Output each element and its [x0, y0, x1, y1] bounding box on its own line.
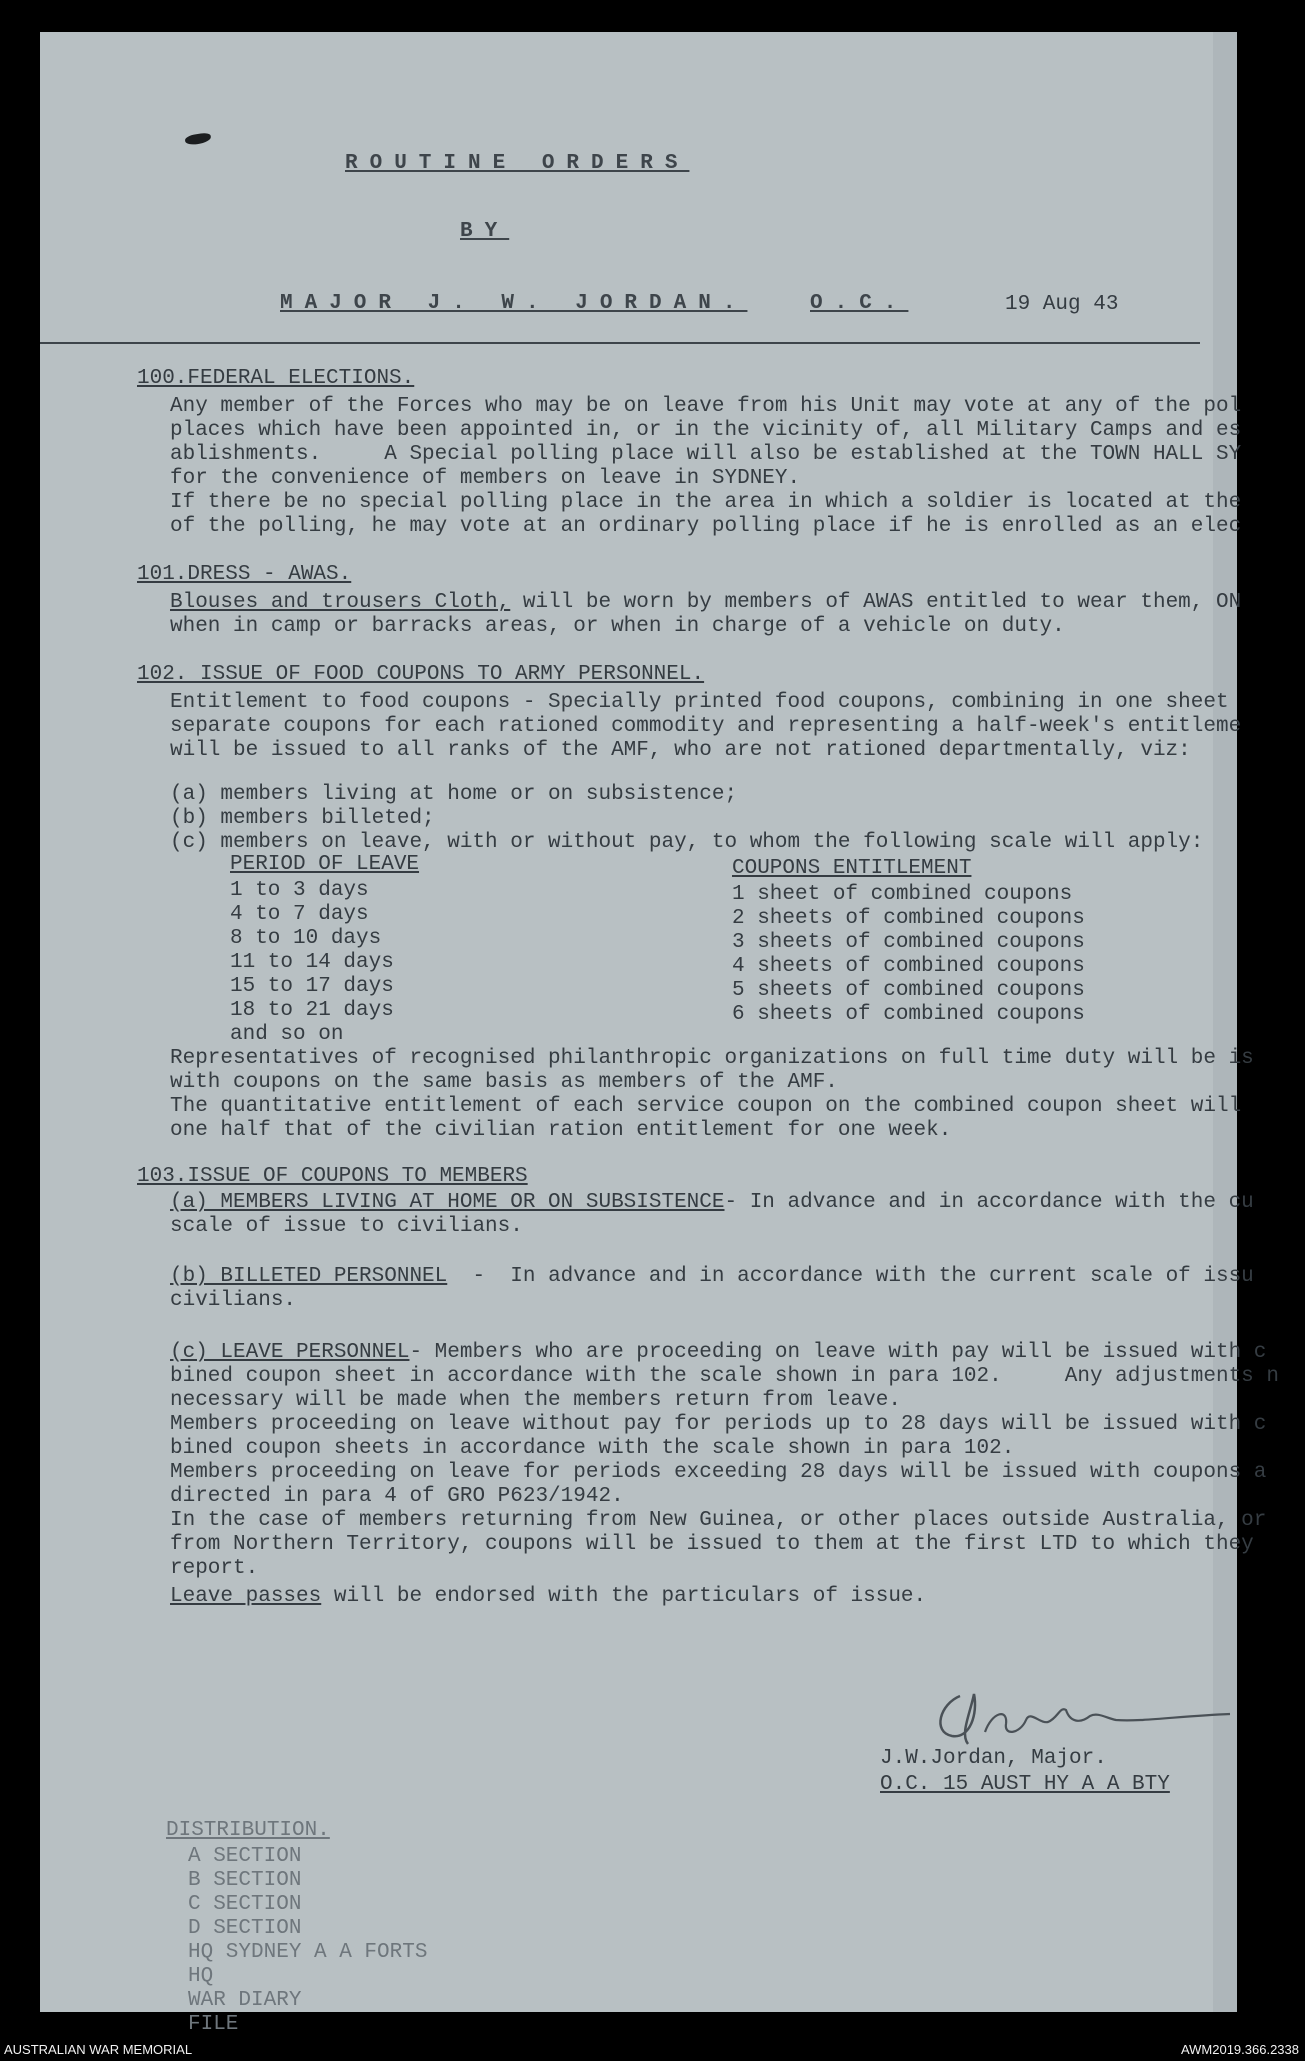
handwritten-signature — [930, 1684, 1250, 1754]
table-period: 4 to 7 days — [230, 903, 369, 926]
section-100-heading: 100.FEDERAL ELECTIONS. — [137, 367, 415, 390]
section-100-line: places which have been appointed in, or in the vicinity of, all Military Camps and es — [170, 419, 1242, 442]
section-102-intro: will be issued to all ranks of the AMF, who are not rationed departmentally, viz: — [170, 739, 1191, 762]
table-coupons: 5 sheets of combined coupons — [732, 979, 1085, 1002]
section-103-a-rest: - In advance and in accordance with the cu — [724, 1191, 1254, 1214]
document-page — [40, 32, 1279, 2036]
leave-passes-lead: Leave passes — [170, 1585, 322, 1608]
section-102-item: (a) members living at home or on subsistence; — [170, 783, 738, 806]
ink-mark — [184, 132, 211, 146]
section-102-intro: Entitlement to food coupons - Specially printed food coupons, combining in one sheet — [170, 691, 1229, 714]
section-102-after: The quantitative entitlement of each service coupon on the combined coupon sheet will — [170, 1095, 1242, 1118]
section-102-after: one half that of the civilian ration entitlement for one week. — [170, 1119, 952, 1142]
distribution-item: WAR DIARY — [188, 1989, 302, 2012]
signature-name: J.W.Jordan, Major. — [880, 1747, 1107, 1770]
table-header-coupons: COUPONS ENTITLEMENT — [732, 857, 972, 880]
distribution-item: HQ SYDNEY A A FORTS — [188, 1941, 428, 1964]
section-101-line: when in camp or barracks areas, or when in charge of a vehicle on duty. — [170, 615, 1065, 638]
section-102-item: (b) members billeted; — [170, 807, 435, 830]
distribution-item: A SECTION — [188, 1845, 302, 1868]
table-period: 15 to 17 days — [230, 975, 394, 998]
table-and-so-on: and so on — [230, 1023, 344, 1046]
section-103-c-line: bined coupon sheets in accordance with the scale shown in para 102. — [170, 1437, 1015, 1460]
section-103-c-line: report. — [170, 1557, 259, 1580]
section-103-c-line: necessary will be made when the members return from leave. — [170, 1389, 901, 1412]
table-coupons: 4 sheets of combined coupons — [732, 955, 1085, 978]
distribution-item: D SECTION — [188, 1917, 302, 1940]
section-103-a-line2: scale of issue to civilians. — [170, 1215, 523, 1238]
section-103-c-line: from Northern Territory, coupons will be issued to them at the first LTD to which they — [170, 1533, 1254, 1556]
section-102-after: with coupons on the same basis as members of the AMF. — [170, 1071, 838, 1094]
section-102-item: (c) members on leave, with or without pay, to whom the following scale will apply: — [170, 831, 1204, 854]
table-period: 18 to 21 days — [230, 999, 394, 1022]
signature-unit: O.C. 15 AUST HY A A BTY — [880, 1773, 1170, 1796]
section-100-line: ablishments. A Special polling place will also be established at the TOWN HALL SY — [170, 443, 1242, 466]
section-101-heading: 101.DRESS - AWAS. — [137, 563, 352, 586]
section-103-b — [170, 1266, 1254, 1287]
table-coupons: 3 sheets of combined coupons — [732, 931, 1085, 954]
section-103-b-line2: civilians. — [170, 1289, 297, 1312]
section-100-line: If there be no special polling place in the area in which a soldier is located at the — [170, 491, 1242, 514]
table-period: 1 to 3 days — [230, 879, 369, 902]
section-102-after: Representatives of recognised philanthropic organizations on full time duty will be is — [170, 1047, 1254, 1070]
section-103-c-line: Members proceeding on leave for periods exceeding 28 days will be issued with coupons a — [170, 1461, 1267, 1484]
section-103-b-rest: - In advance and in accordance with the current scale of issu — [447, 1265, 1254, 1288]
section-100-line: for the convenience of members on leave in SYDNEY. — [170, 467, 801, 490]
section-103-a-label: (a) MEMBERS LIVING AT HOME OR ON SUBSISTENCE — [170, 1191, 725, 1214]
section-103-c — [170, 1342, 1266, 1363]
section-103-b-label: (b) BILLETED PERSONNEL — [170, 1265, 448, 1288]
section-101-line — [170, 592, 1241, 613]
document-date: 19 Aug 43 — [1005, 293, 1119, 316]
section-101-rest: will be worn by members of AWAS entitled to wear them, ON — [510, 591, 1242, 614]
distribution-item: C SECTION — [188, 1893, 302, 1916]
section-103-c-label: (c) LEAVE PERSONNEL — [170, 1341, 410, 1364]
section-103-c-line: bined coupon sheet in accordance with the scale shown in para 102. Any adjustments n — [170, 1365, 1279, 1388]
section-100-line: Any member of the Forces who may be on leave from his Unit may vote at any of the pol — [170, 395, 1242, 418]
section-100-line: of the polling, he may vote at an ordinary polling place if he is enrolled as an elec — [170, 515, 1242, 538]
distribution-item: HQ — [188, 1965, 214, 1988]
table-header-period: PERIOD OF LEAVE — [230, 853, 420, 876]
table-coupons: 1 sheet of combined coupons — [732, 883, 1073, 906]
officer-name: MAJOR J. W. JORDAN. — [280, 292, 748, 315]
section-102-intro: separate coupons for each rationed commodity and representing a half-week's entitleme — [170, 715, 1242, 738]
table-coupons: 2 sheets of combined coupons — [732, 907, 1085, 930]
section-103-c-line: In the case of members returning from New Guinea, or other places outside Australia, or — [170, 1509, 1267, 1532]
section-102-heading: 102. ISSUE OF FOOD COUPONS TO ARMY PERSONNEL. — [137, 663, 705, 686]
table-period: 11 to 14 days — [230, 951, 394, 974]
section-103-c-line: directed in para 4 of GRO P623/1942. — [170, 1485, 624, 1508]
section-103-a — [170, 1192, 1254, 1213]
document-title: ROUTINE ORDERS — [345, 152, 690, 175]
section-103-c-line: Members proceeding on leave without pay for periods up to 28 days will be issued with c — [170, 1413, 1267, 1436]
header-rule — [40, 342, 1200, 344]
distribution-item: FILE — [188, 2013, 239, 2036]
section-103-final — [170, 1586, 926, 1607]
table-period: 8 to 10 days — [230, 927, 382, 950]
table-coupons: 6 sheets of combined coupons — [732, 1003, 1085, 1026]
officer-role: O.C. — [810, 292, 909, 315]
section-103-c-rest: - Members who are proceeding on leave with pay will be issued with c — [409, 1341, 1267, 1364]
section-101-lead: Blouses and trousers Cloth, — [170, 591, 511, 614]
footer-accession: AWM2019.366.2338 — [1180, 2042, 1299, 2057]
distribution-item: B SECTION — [188, 1869, 302, 1892]
document-by: BY — [460, 220, 510, 243]
footer-credit: AUSTRALIAN WAR MEMORIAL — [4, 2042, 193, 2057]
leave-passes-rest: will be endorsed with the particulars of issue. — [321, 1585, 927, 1608]
section-103-heading: 103.ISSUE OF COUPONS TO MEMBERS — [137, 1165, 528, 1188]
distribution-heading: DISTRIBUTION. — [166, 1819, 330, 1842]
